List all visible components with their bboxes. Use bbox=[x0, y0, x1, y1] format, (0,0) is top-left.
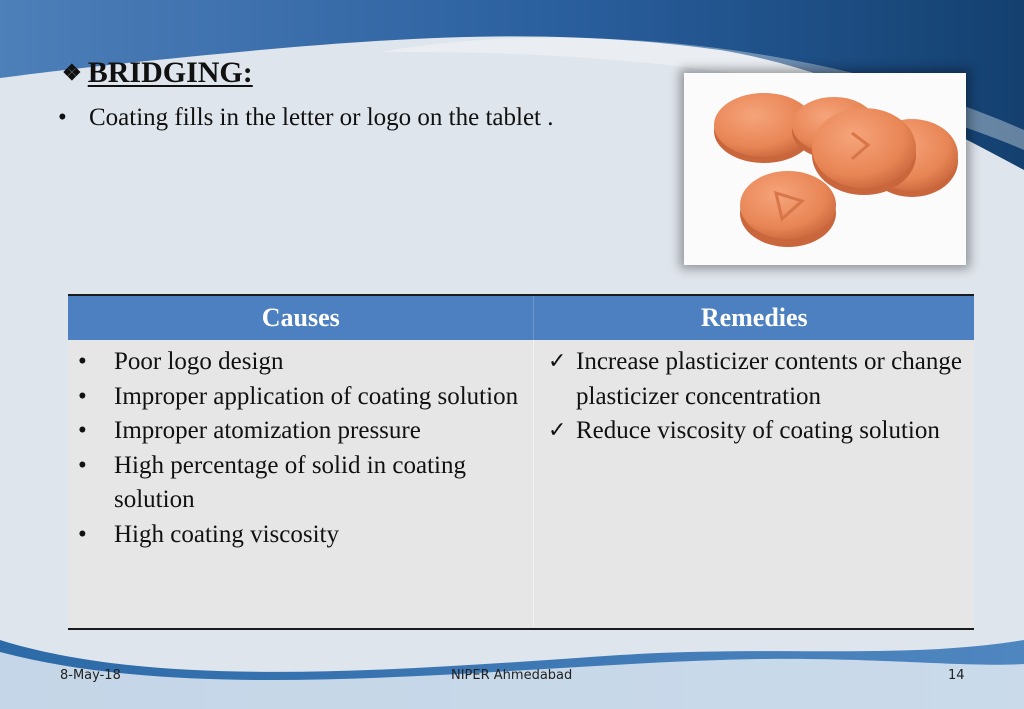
footer-date: 8-May-18 bbox=[60, 668, 121, 683]
list-item bbox=[78, 518, 533, 553]
header-remedies: Remedies bbox=[700, 303, 808, 332]
table-header-row bbox=[68, 296, 974, 340]
list-item bbox=[78, 449, 533, 518]
remedies-cell bbox=[534, 340, 974, 626]
cause-text: High percentage of solid in coating solution bbox=[114, 451, 466, 513]
list-item bbox=[78, 380, 533, 415]
cause-text: Improper atomization pressure bbox=[114, 417, 421, 444]
bullet-icon: • bbox=[78, 451, 87, 479]
bullet-icon: • bbox=[78, 348, 87, 375]
intro-bullet-text: Coating fills in the letter or logo on the tablet . bbox=[89, 104, 554, 131]
list-item bbox=[78, 345, 533, 380]
page-number: 14 bbox=[948, 668, 965, 683]
remedy-text: Reduce viscosity of coating solution bbox=[576, 417, 940, 444]
intro-bullet bbox=[58, 104, 554, 132]
heading-text: BRIDGING: bbox=[87, 56, 253, 89]
causes-remedies-table bbox=[68, 294, 974, 630]
list-item bbox=[548, 414, 974, 449]
cause-text: Poor logo design bbox=[114, 348, 284, 375]
diamond-bullet-icon: ❖ bbox=[62, 60, 82, 85]
bullet-icon: • bbox=[58, 104, 67, 131]
remedy-text: Increase plasticizer contents or change plasticizer concentration bbox=[576, 348, 962, 410]
bullet-icon: • bbox=[78, 382, 87, 410]
tablets-photo bbox=[684, 73, 966, 265]
footer-organization: NIPER Ahmedabad bbox=[451, 668, 573, 683]
cause-text: Improper application of coating solution bbox=[114, 382, 519, 410]
cause-text: High coating viscosity bbox=[114, 520, 339, 548]
bullet-icon: • bbox=[78, 520, 87, 548]
list-item bbox=[78, 414, 533, 449]
list-item bbox=[548, 345, 974, 414]
table-body-row bbox=[68, 340, 974, 626]
checkmark-icon: ✓ bbox=[548, 349, 567, 374]
header-causes: Causes bbox=[68, 296, 534, 340]
bullet-icon: • bbox=[78, 417, 87, 444]
slide-footer bbox=[0, 665, 1024, 687]
checkmark-icon: ✓ bbox=[548, 418, 567, 443]
causes-cell bbox=[68, 340, 534, 626]
slide-heading bbox=[62, 56, 253, 90]
